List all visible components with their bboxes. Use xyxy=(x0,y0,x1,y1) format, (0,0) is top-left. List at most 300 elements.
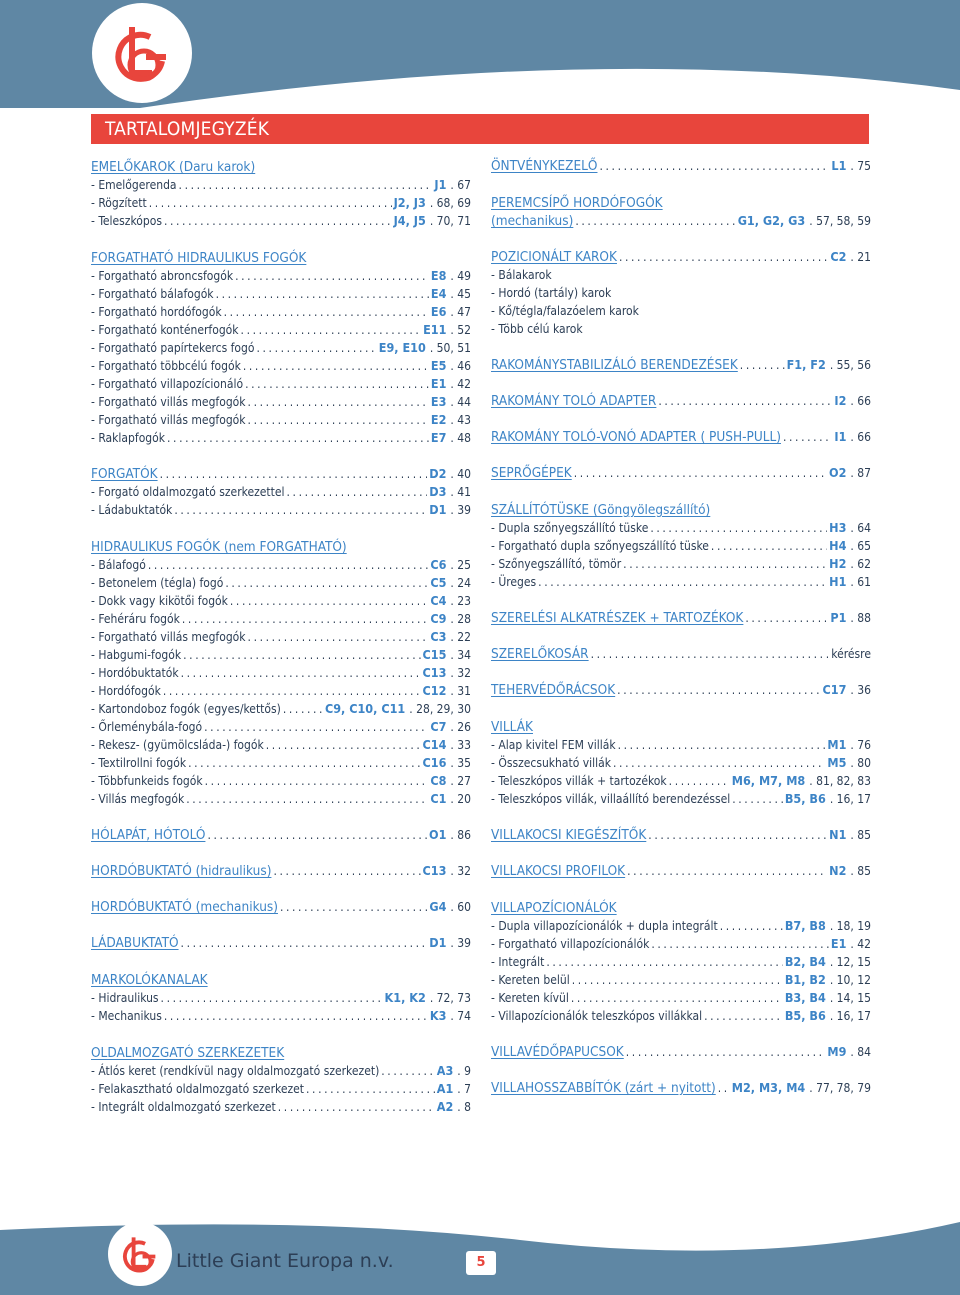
entry-code: P1 xyxy=(830,610,847,625)
entry-page: . 57, 58, 59 xyxy=(809,212,871,230)
toc-section-heading[interactable] xyxy=(91,934,471,952)
entry-code: C3 xyxy=(430,629,447,644)
entry-label: - Összecsukható villák xyxy=(491,756,612,770)
toc-entry[interactable] xyxy=(91,303,471,321)
entry-code: C13 xyxy=(422,863,447,878)
page-number: 5 xyxy=(466,1251,496,1275)
entry-code: I2 xyxy=(834,393,847,408)
entry-label: - Hordó (tartály) karok xyxy=(491,286,612,300)
toc-section xyxy=(491,464,871,482)
dot-leader xyxy=(181,664,421,682)
footer-company-name: Little Giant Europa n.v. xyxy=(176,1250,394,1272)
toc-section-heading[interactable] xyxy=(491,862,871,880)
entry-code: D3 xyxy=(429,484,447,499)
toc-section-title[interactable]: SZÁLLÍTÓTÜSKE (Göngyölegszállító) xyxy=(491,502,711,518)
entry-label: - Villapozícionálók teleszkópos villákkal xyxy=(491,1009,703,1023)
entry-label: - Kereten belül xyxy=(491,973,570,987)
toc-section-title-line xyxy=(491,898,871,917)
dot-leader xyxy=(266,736,421,754)
entry-label: - Alap kivitel FEM villák xyxy=(491,738,616,752)
entry-page: . 55, 56 xyxy=(830,356,871,374)
entry-page: . 47 xyxy=(450,303,471,321)
entry-label: - Forgatható abroncsfogók xyxy=(91,269,234,283)
entry-code: I1 xyxy=(834,429,847,444)
toc-section-title-line xyxy=(91,970,471,989)
dot-leader xyxy=(241,321,422,339)
entry-label: POZICIONÁLT KAROK xyxy=(491,249,617,265)
dot-leader xyxy=(161,989,383,1007)
toc-title-bar xyxy=(91,114,869,144)
entry-page: . 44 xyxy=(450,393,471,411)
entry-label: - Forgatható hordófogók xyxy=(91,305,222,319)
toc-entry[interactable] xyxy=(491,266,871,284)
entry-page: . 10, 12 xyxy=(830,971,871,989)
entry-label: - Dokk vagy kikötői fogók xyxy=(91,594,228,608)
entry-label: RAKOMÁNY TOLÓ ADAPTER xyxy=(491,393,657,409)
entry-code: E8 xyxy=(430,268,447,283)
entry-label: HÓLAPÁT, HÓTOLÓ xyxy=(91,827,206,843)
dot-leader xyxy=(164,1007,428,1025)
dot-leader xyxy=(160,465,428,483)
toc-section xyxy=(491,1079,871,1097)
dot-leader xyxy=(225,574,428,592)
entry-page: . 40 xyxy=(450,465,471,483)
dot-leader xyxy=(205,772,429,790)
dot-leader xyxy=(732,790,783,808)
entry-page: . 87 xyxy=(850,464,871,482)
entry-label: VILLAHOSSZABBÍTÓK (zárt + nyitott) xyxy=(491,1080,716,1096)
dot-leader xyxy=(617,681,820,699)
toc-left-column xyxy=(91,157,471,1134)
entry-page: . 49 xyxy=(450,267,471,285)
toc-entry[interactable] xyxy=(91,176,471,194)
toc-entry[interactable] xyxy=(91,501,471,519)
dot-leader xyxy=(235,267,429,285)
toc-section xyxy=(491,248,871,338)
toc-entry[interactable] xyxy=(91,772,471,790)
entry-code: E1 xyxy=(430,376,447,391)
dot-leader xyxy=(273,862,420,880)
entry-label: VILLAKOCSI PROFILOK xyxy=(491,863,626,879)
toc-entry[interactable] xyxy=(491,772,871,790)
entry-code: C8 xyxy=(430,773,447,788)
toc-section-heading[interactable] xyxy=(491,1043,871,1061)
dot-leader xyxy=(248,411,429,429)
entry-code: J2, J3 xyxy=(393,195,426,210)
entry-page: . 12, 15 xyxy=(830,953,871,971)
entry-code: J1 xyxy=(434,177,447,192)
dot-leader xyxy=(148,556,429,574)
toc-entry[interactable] xyxy=(491,736,871,754)
toc-section xyxy=(491,862,871,880)
entry-label: - Többfunkeids fogók xyxy=(91,774,203,788)
toc-section-heading[interactable] xyxy=(491,157,871,175)
toc-section-heading[interactable] xyxy=(91,465,471,483)
toc-section-title[interactable]: OLDALMOZGATÓ SZERKEZETEK xyxy=(91,1045,285,1061)
entry-code: F1, F2 xyxy=(786,357,826,372)
toc-entry[interactable] xyxy=(491,971,871,989)
toc-section-heading[interactable] xyxy=(491,248,871,266)
toc-section-title[interactable]: VILLÁK xyxy=(491,719,533,735)
dot-leader xyxy=(204,718,428,736)
entry-label: SZERELÉSI ALKATRÉSZEK + TARTOZÉKOK xyxy=(491,610,744,626)
toc-entry[interactable] xyxy=(91,339,471,357)
dot-leader xyxy=(650,519,827,537)
toc-section xyxy=(491,826,871,844)
entry-page: . 86 xyxy=(450,826,471,844)
toc-entry[interactable] xyxy=(91,736,471,754)
toc-entry[interactable] xyxy=(91,1062,471,1080)
entry-page: . 66 xyxy=(850,392,871,410)
entry-label: - Integrált oldalmozgató szerkezet xyxy=(91,1100,276,1114)
toc-entry[interactable] xyxy=(491,917,871,935)
toc-section xyxy=(491,645,871,663)
toc-entry[interactable] xyxy=(491,320,871,338)
entry-label: - Kő/tégla/falazóelem karok xyxy=(491,304,639,318)
toc-entry[interactable] xyxy=(91,1080,471,1098)
toc-entry[interactable] xyxy=(91,483,471,501)
dot-leader xyxy=(623,555,827,573)
entry-code: M9 xyxy=(827,1044,847,1059)
dot-leader xyxy=(718,1079,730,1097)
entry-label: - Üreges xyxy=(491,575,537,589)
entry-page: . 75 xyxy=(850,157,871,175)
entry-label: VILLAKOCSI KIEGÉSZÍTŐK xyxy=(491,827,647,843)
toc-section-title[interactable]: MARKOLÓKANALAK xyxy=(91,972,208,988)
toc-entry[interactable] xyxy=(491,935,871,953)
entry-page: . 84 xyxy=(850,1043,871,1061)
entry-code: E2 xyxy=(430,412,447,427)
toc-section-title[interactable]: VILLAPOZÍCIONÁLÓK xyxy=(491,900,617,916)
toc-entry[interactable] xyxy=(491,1007,871,1025)
dot-leader xyxy=(207,826,427,844)
entry-page: . 46 xyxy=(450,357,471,375)
entry-page: . 39 xyxy=(450,501,471,519)
toc-section-heading[interactable] xyxy=(491,645,871,663)
entry-code: K3 xyxy=(429,1008,447,1023)
entry-code: N2 xyxy=(829,863,847,878)
entry-code: A3 xyxy=(436,1063,454,1078)
toc-entry[interactable] xyxy=(491,519,871,537)
dot-leader xyxy=(188,754,420,772)
toc-entry[interactable] xyxy=(491,573,871,591)
toc-section xyxy=(91,898,471,916)
entry-label: - Felakasztható oldalmozgató szerkezet xyxy=(91,1082,305,1096)
dot-leader xyxy=(256,339,376,357)
toc-entry[interactable] xyxy=(91,194,471,212)
entry-page: . 21 xyxy=(850,248,871,266)
entry-code: G1, G2, G3 xyxy=(737,213,806,228)
entry-page: . 35 xyxy=(450,754,471,772)
toc-entry[interactable] xyxy=(91,610,471,628)
header-logo xyxy=(92,3,192,103)
toc-entry[interactable] xyxy=(91,285,471,303)
toc-entry[interactable] xyxy=(91,646,471,664)
dot-leader xyxy=(711,537,827,555)
dot-leader xyxy=(720,917,783,935)
entry-code: E4 xyxy=(430,286,447,301)
entry-code: C6 xyxy=(430,557,447,572)
toc-entry[interactable] xyxy=(91,574,471,592)
toc-entry[interactable] xyxy=(491,555,871,573)
dot-leader xyxy=(651,935,829,953)
entry-label: - Dupla szőnyegszállító tüske xyxy=(491,521,649,535)
entry-label: LÁDABUKTATÓ xyxy=(91,935,179,951)
entry-code: C14 xyxy=(422,737,447,752)
entry-page: . 27 xyxy=(450,772,471,790)
toc-section xyxy=(491,1043,871,1061)
toc-entry[interactable] xyxy=(91,754,471,772)
entry-page: . 28, 29, 30 xyxy=(409,700,471,718)
toc-entry[interactable] xyxy=(491,790,871,808)
dot-leader xyxy=(599,157,829,175)
entry-page: . 25 xyxy=(450,556,471,574)
dot-leader xyxy=(740,356,785,374)
entry-label: - Átlós keret (rendkívül nagy oldalmozgató szerkezet) xyxy=(91,1064,380,1078)
dot-leader xyxy=(280,898,427,916)
toc-entry[interactable] xyxy=(91,267,471,285)
entry-label: RAKOMÁNY TOLÓ-VONÓ ADAPTER ( PUSH-PULL) xyxy=(491,429,781,445)
entry-page: . 66 xyxy=(850,428,871,446)
toc-section-title[interactable]: HIDRAULIKUS FOGÓK (nem FORGATHATÓ) xyxy=(91,539,347,555)
entry-page: . 72, 73 xyxy=(430,989,471,1007)
entry-page: . 67 xyxy=(450,176,471,194)
toc-section-title-line xyxy=(91,157,471,176)
toc-entry[interactable] xyxy=(491,989,871,1007)
entry-label: - Forgatható villapozícionálók xyxy=(491,937,650,951)
dot-leader xyxy=(704,1007,783,1025)
little-giant-logo-icon xyxy=(92,3,192,103)
entry-label: VILLAVÉDŐPAPUCSOK xyxy=(491,1044,624,1060)
entry-label: - Hordóbuktatók xyxy=(91,666,179,680)
toc-entry[interactable] xyxy=(491,212,871,230)
toc-section-heading[interactable] xyxy=(91,898,471,916)
entry-page: . 41 xyxy=(450,483,471,501)
toc-section xyxy=(491,609,871,627)
entry-label: - Teleszkópos villák + tartozékok xyxy=(491,774,667,788)
entry-page: . 85 xyxy=(850,862,871,880)
entry-page: . 81, 82, 83 xyxy=(809,772,871,790)
entry-code: H4 xyxy=(829,538,847,553)
entry-page: . 61 xyxy=(850,573,871,591)
toc-entry[interactable] xyxy=(91,628,471,646)
entry-label: - Rekesz- (gyümölcsláda-) fogók xyxy=(91,738,264,752)
entry-page: . 48 xyxy=(450,429,471,447)
toc-entry[interactable] xyxy=(491,302,871,320)
entry-code: O1 xyxy=(429,827,447,842)
entry-label: - Szőnyegszállító, tömör xyxy=(491,557,622,571)
toc-section-heading[interactable] xyxy=(491,428,871,446)
entry-label: - Ládabuktatók xyxy=(91,503,173,517)
entry-label: HORDÓBUKTATÓ (hidraulikus) xyxy=(91,863,272,879)
entry-label: - Fehéráru fogók xyxy=(91,612,180,626)
entry-code: C16 xyxy=(422,755,447,770)
dot-leader xyxy=(783,428,832,446)
toc-section-title-line xyxy=(91,537,471,556)
entry-page: . 65 xyxy=(850,537,871,555)
entry-page: . 70, 71 xyxy=(430,212,471,230)
entry-label: - Raklapfogók xyxy=(91,431,166,445)
dot-leader xyxy=(538,573,827,591)
toc-section-title[interactable]: EMELŐKAROK (Daru karok) xyxy=(91,159,256,175)
dot-leader xyxy=(163,682,421,700)
entry-label: - Forgatható konténerfogók xyxy=(91,323,239,337)
entry-label: - Integrált xyxy=(491,955,545,969)
entry-code: M2, M3, M4 xyxy=(731,1080,806,1095)
toc-entry[interactable] xyxy=(491,953,871,971)
entry-label: - Forgató oldalmozgató szerkezettel xyxy=(91,485,285,499)
entry-label: RAKOMÁNYSTABILIZÁLÓ BERENDEZÉSEK xyxy=(491,357,738,373)
toc-entry[interactable] xyxy=(91,321,471,339)
toc-section-heading[interactable] xyxy=(491,392,871,410)
entry-code: K1, K2 xyxy=(384,990,426,1005)
toc-entry[interactable] xyxy=(91,411,471,429)
toc-entry[interactable] xyxy=(491,537,871,555)
entry-label: - Forgatható villás megfogók xyxy=(91,630,246,644)
entry-page: . 45 xyxy=(450,285,471,303)
toc-entry[interactable] xyxy=(91,664,471,682)
toc-section-heading[interactable] xyxy=(491,826,871,844)
toc-section xyxy=(91,248,471,447)
toc-section-title-line xyxy=(491,500,871,519)
toc-entry[interactable] xyxy=(91,592,471,610)
toc-section xyxy=(491,193,871,230)
entry-code: O2 xyxy=(829,465,847,480)
toc-section xyxy=(91,826,471,844)
toc-section-heading[interactable] xyxy=(491,464,871,482)
toc-section-heading[interactable] xyxy=(91,826,471,844)
toc-entry[interactable] xyxy=(91,429,471,447)
entry-code: M1 xyxy=(827,737,847,752)
entry-page: . 28 xyxy=(450,610,471,628)
little-giant-logo-icon xyxy=(108,1222,172,1286)
toc-entry[interactable] xyxy=(91,1007,471,1025)
toc-section-title[interactable]: FORGATHATÓ HIDRAULIKUS FOGÓK xyxy=(91,250,307,266)
entry-code: E9, E10 xyxy=(378,340,426,355)
entry-code: E6 xyxy=(430,304,447,319)
toc-entry[interactable] xyxy=(91,1098,471,1116)
entry-code: D1 xyxy=(429,935,447,950)
dot-leader xyxy=(224,303,429,321)
entry-code: N1 xyxy=(829,827,847,842)
toc-entry[interactable] xyxy=(91,556,471,574)
entry-page: . 16, 17 xyxy=(830,790,871,808)
entry-page: . 14, 15 xyxy=(830,989,871,1007)
entry-label: - Hidraulikus xyxy=(91,991,159,1005)
toc-entry[interactable] xyxy=(91,790,471,808)
entry-code: C5 xyxy=(430,575,447,590)
toc-section xyxy=(91,1043,471,1116)
entry-label: - Villás megfogók xyxy=(91,792,185,806)
entry-page: . 31 xyxy=(450,682,471,700)
dot-leader xyxy=(626,1043,826,1061)
toc-entry[interactable] xyxy=(91,393,471,411)
entry-code: D1 xyxy=(429,502,447,517)
entry-page: . 32 xyxy=(450,664,471,682)
entry-code: M6, M7, M8 xyxy=(731,773,806,788)
toc-section xyxy=(91,157,471,230)
dot-leader xyxy=(546,953,782,971)
entry-code: C13 xyxy=(422,665,447,680)
entry-label: - Forgatható villás megfogók xyxy=(91,395,246,409)
entry-page: . 62 xyxy=(850,555,871,573)
dot-leader xyxy=(243,357,429,375)
entry-page: . 33 xyxy=(450,736,471,754)
toc-section-heading[interactable] xyxy=(491,609,871,627)
footer-logo xyxy=(108,1222,172,1286)
entry-code: B5, B6 xyxy=(784,1008,826,1023)
dot-leader xyxy=(216,285,429,303)
entry-code: D2 xyxy=(429,466,447,481)
dot-leader xyxy=(181,934,428,952)
dot-leader xyxy=(230,592,428,610)
entry-label: - Rögzített xyxy=(91,196,147,210)
toc-section-title[interactable]: PEREMCSÍPŐ HORDÓFOGÓK xyxy=(491,195,663,211)
entry-label: TEHERVÉDŐRÁCSOK xyxy=(491,682,616,698)
entry-code: C7 xyxy=(430,719,447,734)
toc-entry[interactable] xyxy=(491,284,871,302)
toc-entry[interactable] xyxy=(91,718,471,736)
entry-page: . 50, 51 xyxy=(430,339,471,357)
entry-page: . 8 xyxy=(457,1098,471,1116)
toc-entry[interactable] xyxy=(91,682,471,700)
dot-leader xyxy=(164,212,392,230)
entry-code: B1, B2 xyxy=(784,972,826,987)
entry-label: - Habgumi-fogók xyxy=(91,648,182,662)
toc-section-heading[interactable] xyxy=(491,1079,871,1097)
entry-code: E1 xyxy=(830,936,847,951)
entry-label: - Textilrollni fogók xyxy=(91,756,187,770)
dot-leader xyxy=(575,212,735,230)
toc-section-heading[interactable] xyxy=(491,681,871,699)
entry-page: . 80 xyxy=(850,754,871,772)
toc-entry[interactable] xyxy=(91,700,471,718)
entry-code: C2 xyxy=(830,249,847,264)
entry-label: - Kartondoboz fogók (egyes/kettős) xyxy=(91,702,281,716)
entry-label: - Bálakarok xyxy=(491,268,552,282)
entry-page: . 64 xyxy=(850,519,871,537)
entry-label: - Hordófogók xyxy=(91,684,161,698)
toc-section xyxy=(491,500,871,591)
toc-entry[interactable] xyxy=(91,375,471,393)
toc-entry[interactable] xyxy=(91,989,471,1007)
toc-section-heading[interactable] xyxy=(91,862,471,880)
toc-section xyxy=(491,717,871,808)
entry-label: SEPRŐGÉPEK xyxy=(491,465,572,481)
entry-code: C17 xyxy=(822,682,847,697)
entry-label: ÖNTVÉNYKEZELŐ xyxy=(491,158,598,174)
toc-entry[interactable] xyxy=(491,754,871,772)
toc-section-heading[interactable] xyxy=(491,356,871,374)
entry-label: - Mechanikus xyxy=(91,1009,162,1023)
entry-label: FORGATÓK xyxy=(91,466,158,482)
entry-label: - Teleszkópos xyxy=(91,214,162,228)
entry-code: E7 xyxy=(430,430,447,445)
dot-leader xyxy=(745,609,828,627)
dot-leader xyxy=(278,1098,435,1116)
entry-code: C15 xyxy=(422,647,447,662)
entry-page: . 20 xyxy=(450,790,471,808)
entry-page: . 43 xyxy=(450,411,471,429)
dot-leader xyxy=(658,392,832,410)
toc-section-title-line xyxy=(491,717,871,736)
toc-entry[interactable] xyxy=(91,212,471,230)
toc-section xyxy=(491,157,871,175)
entry-label: (mechanikus) xyxy=(491,213,574,229)
toc-right-column xyxy=(491,157,871,1115)
dot-leader xyxy=(182,610,428,628)
toc-entry[interactable] xyxy=(91,357,471,375)
